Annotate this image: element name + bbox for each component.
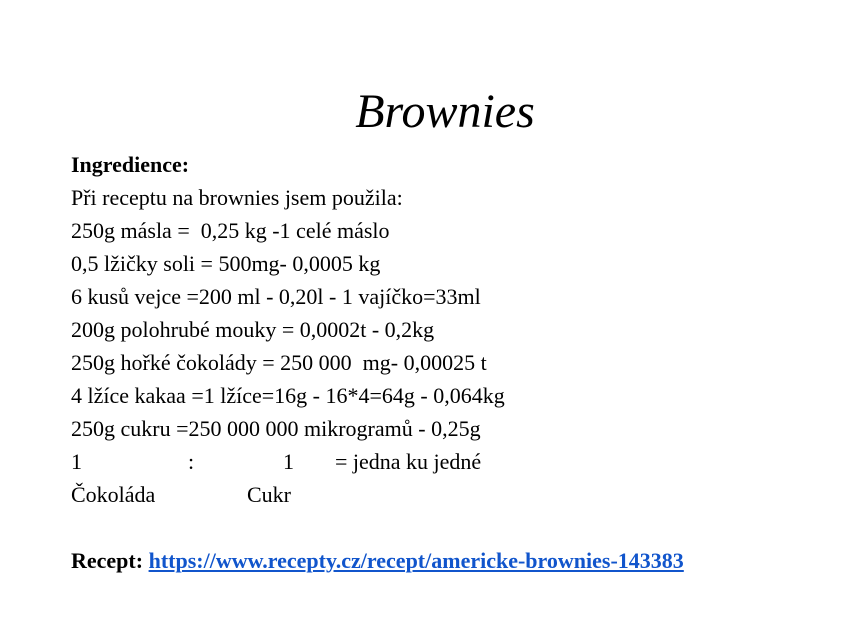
ingredient-line-flour: 200g polohrubé mouky = 0,0002t - 0,2kg	[71, 317, 435, 342]
ratio-note: = jedna ku jedné	[335, 449, 482, 474]
ingredient-line-cocoa: 4 lžíce kakaa =1 lžíce=16g - 16*4=64g - 0,064kg	[71, 383, 505, 408]
blank-line	[71, 511, 841, 544]
ratio-labels-row	[71, 478, 841, 511]
ratio-right-value: 1	[283, 449, 294, 474]
document-body	[71, 148, 841, 577]
recipe-label: Recept:	[71, 548, 144, 573]
ratio-label-chocolate: Čokoláda	[71, 482, 156, 507]
ratio-row	[71, 445, 841, 478]
ingredients-heading: Ingredience:	[71, 152, 190, 177]
document-title: Brownies	[355, 85, 535, 138]
text-line-intro: Při receptu na brownies jsem použila:	[71, 185, 403, 210]
ratio-colon: :	[188, 449, 195, 474]
recipe-link[interactable]: https://www.recepty.cz/recept/americke-brownies-143383	[148, 548, 684, 573]
ratio-left-value: 1	[71, 449, 82, 474]
ratio-label-sugar: Cukr	[247, 482, 291, 507]
ingredient-line-sugar: 250g cukru =250 000 000 mikrogramů - 0,25g	[71, 416, 481, 441]
ingredient-line-eggs: 6 kusů vejce =200 ml - 0,20l - 1 vajíčko=33ml	[71, 284, 481, 309]
recipe-line	[71, 544, 841, 577]
ingredient-line-salt: 0,5 lžičky soli = 500mg- 0,0005 kg	[71, 251, 381, 276]
ingredient-line-chocolate: 250g hořké čokolády = 250 000 mg- 0,00025 t	[71, 350, 487, 375]
ingredient-line-butter: 250g másla = 0,25 kg -1 celé máslo	[71, 218, 390, 243]
